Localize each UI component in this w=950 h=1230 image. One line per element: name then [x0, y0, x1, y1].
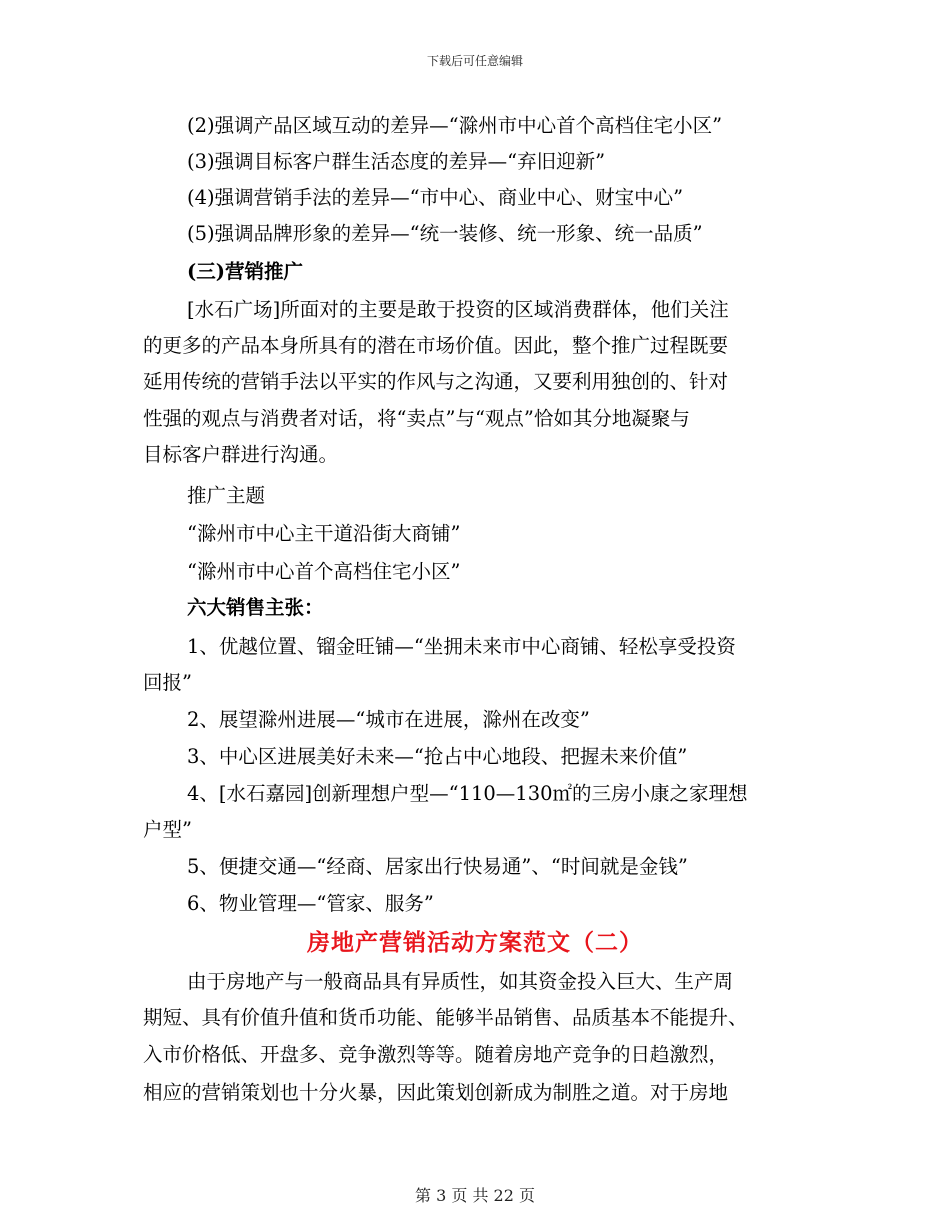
paragraph-line: [水石广场]所面对的主要是敢于投资的区域消费群体，他们关注	[187, 298, 729, 321]
paragraph-line: 性强的观点与消费者对话，将“卖点”与“观点”恰如其分地凝聚与	[143, 407, 690, 430]
paragraph-line: “滁州市中心主干道沿街大商铺”	[187, 522, 461, 545]
paragraph-line: (3)强调目标客户群生活态度的差异—“弃旧迎新”	[187, 150, 606, 173]
section-heading: (三)营销推广	[187, 260, 303, 283]
paragraph-line: 入市价格低、开盘多、竞争激烈等等。随着房地产竞争的日趋激烈，	[143, 1043, 729, 1066]
list-item-continued: 回报”	[143, 671, 192, 694]
list-item: 2、展望滁州进展—“城市在进展，滁州在改变”	[187, 708, 590, 731]
paragraph-line: (4)强调营销手法的差异—“市中心、商业中心、财宝中心”	[187, 186, 684, 209]
paragraph-line: (2)强调产品区域互动的差异—“滁州市中心首个高档住宅小区”	[187, 114, 723, 137]
paragraph-line: (5)强调品牌形象的差异—“统一装修、统一形象、统一品质”	[187, 222, 703, 245]
page-footer: 第 3 页 共 22 页	[415, 1186, 535, 1205]
page-header: 下载后可任意编辑	[426, 54, 523, 68]
paragraph-line: 延用传统的营销手法以平实的作风与之沟通，又要利用独创的、针对	[143, 370, 729, 393]
paragraph-line: “滁州市中心首个高档住宅小区”	[187, 560, 461, 583]
list-item: 3、中心区进展美好未来—“抢占中心地段、把握未来价值”	[187, 745, 688, 768]
list-item: 4、[水石嘉园]创新理想户型—“110—130㎡的三房小康之家理想	[187, 782, 748, 805]
paragraph-line: 由于房地产与一般商品具有异质性，如其资金投入巨大、生产周	[187, 970, 734, 993]
section-heading: 六大销售主张：	[187, 596, 324, 619]
paragraph-line: 期短、具有价值升值和货币功能、能够半品销售、品质基本不能提升、	[143, 1006, 748, 1029]
list-item: 5、便捷交通—“经商、居家出行快易通”、“时间就是金钱”	[187, 855, 688, 878]
paragraph-line: 的更多的产品本身所具有的潜在市场价值。因此，整个推广过程既要	[143, 334, 729, 357]
section-title: 房地产营销活动方案范文（二）	[307, 929, 643, 956]
list-item-continued: 户型”	[143, 818, 192, 841]
paragraph-line: 推广主题	[187, 484, 266, 507]
list-item: 1、优越位置、镏金旺铺—“坐拥未来市中心商铺、轻松享受投资	[187, 635, 736, 658]
paragraph-line: 目标客户群进行沟通。	[143, 443, 339, 466]
list-item: 6、物业管理—“管家、服务”	[187, 892, 434, 915]
paragraph-line: 相应的营销策划也十分火暴，因此策划创新成为制胜之道。对于房地	[143, 1081, 729, 1104]
